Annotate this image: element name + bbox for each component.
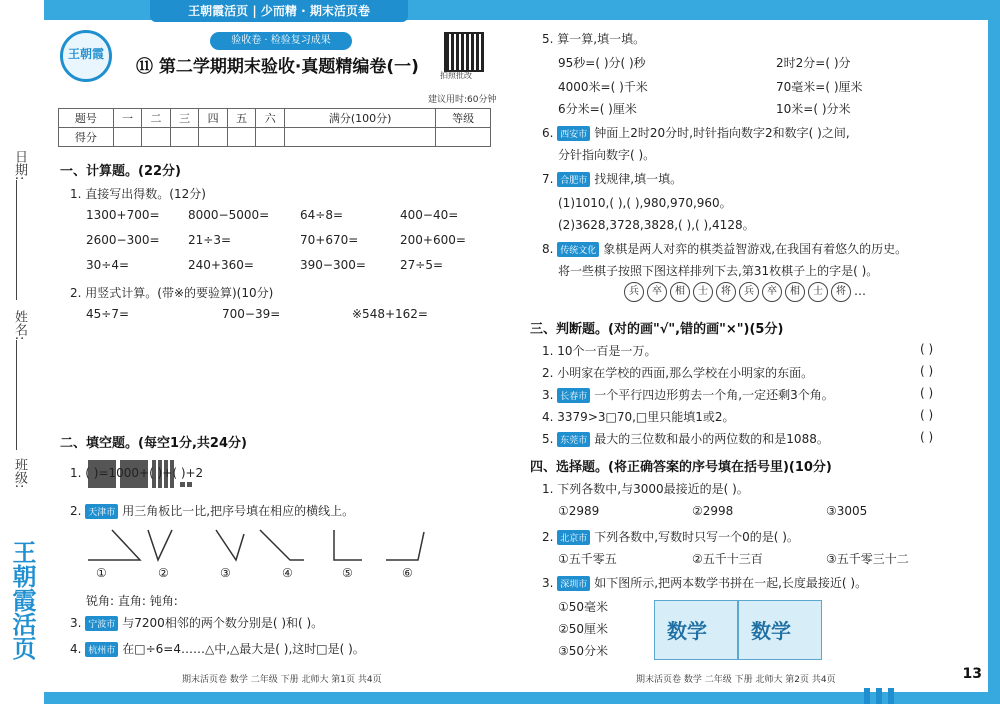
calc-item: 21÷3= (188, 233, 232, 247)
calc-item: 8000−5000= (188, 208, 270, 222)
math-book-icon (738, 600, 822, 660)
name-line (16, 340, 17, 450)
score-table-score-row (59, 128, 491, 147)
s2-q3: 3. 宁波市 与7200相邻的两个数分别是( )和( )。 (70, 616, 324, 630)
s2-q4: 4. 杭州市 在□÷6=4……△中,△最大是( ),这时□是( )。 (70, 642, 365, 656)
vertical-calc-item: 45÷7= (86, 307, 130, 321)
choice-option[interactable]: ②五千十三百 (692, 552, 763, 566)
chess-piece: 兵 (624, 282, 644, 302)
unit-conversion[interactable]: 70毫米=( )厘米 (776, 80, 863, 94)
choice-q1: 1. 下列各数中,与3000最接近的是( )。 (542, 482, 749, 496)
brand-vertical-logo: 王朝霞活页 (8, 540, 37, 660)
score-input-cell[interactable] (256, 128, 285, 147)
region-tag: 西安市 (557, 126, 590, 141)
q6-line2: 分针指向数字( )。 (558, 148, 656, 162)
judge-answer-paren[interactable]: ( ) (920, 364, 934, 378)
math-book-icon (654, 600, 738, 660)
score-input-cell[interactable] (142, 128, 171, 147)
section-3-title: 三、判断题。(对的画"√",错的画"×")(5分) (530, 322, 784, 337)
angles-figure (86, 524, 426, 568)
chess-piece: 相 (670, 282, 690, 302)
region-tag: 天津市 (85, 504, 118, 519)
choice-option[interactable]: ③50分米 (558, 644, 609, 658)
score-cell: 二 (142, 109, 171, 128)
region-tag: 长春市 (557, 388, 590, 403)
q8-line1: 8. 传统文化 象棋是两人对弈的棋类益智游戏,在我国有着悠久的历史。 (542, 242, 908, 256)
calc-item: 240+360= (188, 258, 254, 272)
unit-conversion[interactable]: 4000米=( )千米 (558, 80, 648, 94)
calc-item: 70+670= (300, 233, 359, 247)
chess-piece: 将 (831, 282, 851, 302)
angle-number: ③ (220, 566, 231, 580)
choice-option[interactable]: ①五千零五 (558, 552, 617, 566)
score-input-cell[interactable] (436, 128, 491, 147)
choice-option[interactable]: ③3005 (826, 504, 868, 518)
choice-option[interactable]: ②2998 (692, 504, 734, 518)
top-banner: 王朝霞活页 | 少而精 · 期末活页卷 (150, 0, 408, 22)
score-cell: 满分(100分) (284, 109, 435, 128)
s1-q1: 1. 直接写出得数。(12分) (70, 187, 206, 201)
calc-item: 390−300= (300, 258, 366, 272)
score-table-header-row (59, 109, 491, 128)
score-input-cell[interactable] (284, 128, 435, 147)
judge-item: 3. 长春市 一个平行四边形剪去一个角,一定还剩3个角。 (542, 388, 834, 402)
unit-conversion[interactable]: 95秒=( )分( )秒 (558, 56, 646, 70)
region-tag: 合肥市 (557, 172, 590, 187)
s2-q2: 2. 天津市 用三角板比一比,把序号填在相应的横线上。 (70, 504, 355, 518)
region-tag: 传统文化 (557, 242, 599, 257)
chess-piece: 兵 (739, 282, 759, 302)
qr-label: 拍照批改 (440, 71, 472, 80)
book-title: 数学 (751, 619, 791, 643)
name-label: 姓名: (12, 310, 27, 341)
chess-piece: 将 (716, 282, 736, 302)
page-number: 13 (962, 666, 982, 682)
choice-option[interactable]: ①2989 (558, 504, 600, 518)
score-cell: 得分 (59, 128, 114, 147)
choice-option[interactable]: ③五千零三十二 (826, 552, 909, 566)
score-cell: 三 (170, 109, 199, 128)
calc-item: 30÷4= (86, 258, 130, 272)
score-cell: 四 (199, 109, 228, 128)
unit-conversion[interactable]: 10米=( )分米 (776, 102, 851, 116)
chess-piece: 士 (693, 282, 713, 302)
right-footer: 期末活页卷 数学 二年级 下册 北师大 第2页 共4页 (636, 675, 836, 685)
angle-number: ⑥ (402, 566, 413, 580)
s2-q1: 1. ( )=1000+( )+( )+2 (70, 466, 204, 480)
vertical-calc-item: ※548+162= (352, 307, 428, 321)
region-tag: 深圳市 (557, 576, 590, 591)
score-input-cell[interactable] (199, 128, 228, 147)
region-tag: 杭州市 (85, 642, 118, 657)
date-label: 日期: (12, 150, 27, 181)
score-cell: 一 (113, 109, 142, 128)
judge-answer-paren[interactable]: ( ) (920, 386, 934, 400)
angle-fill-line[interactable]: 锐角: 直角: 钝角: (86, 594, 178, 608)
sub-banner: 验收卷 · 检验复习成果 (210, 32, 352, 50)
score-input-cell[interactable] (170, 128, 199, 147)
judge-answer-paren[interactable]: ( ) (920, 430, 934, 444)
score-cell: 六 (256, 109, 285, 128)
chess-ellipsis: … (854, 284, 866, 298)
left-footer: 期末活页卷 数学 二年级 下册 北师大 第1页 共4页 (182, 675, 382, 685)
region-tag: 宁波市 (85, 616, 118, 631)
calc-item: 1300+700= (86, 208, 160, 222)
score-input-cell[interactable] (227, 128, 256, 147)
choice-q3: 3. 深圳市 如下图所示,把两本数学书拼在一起,长度最接近( )。 (542, 576, 868, 590)
q7: 7. 合肥市 找规律,填一填。 (542, 172, 683, 186)
region-tag: 东莞市 (557, 432, 590, 447)
judge-item: 4. 3379>3□70,□里只能填1或2。 (542, 410, 735, 424)
region-tag: 北京市 (557, 530, 590, 545)
chess-piece: 士 (808, 282, 828, 302)
choice-option[interactable]: ①50毫米 (558, 600, 609, 614)
class-label: 班级: (12, 458, 27, 489)
score-table (58, 108, 491, 147)
score-cell: 五 (227, 109, 256, 128)
calc-item: 64÷8= (300, 208, 344, 222)
q7-1[interactable]: (1)1010,( ),( ),980,970,960。 (558, 196, 732, 210)
book-title: 数学 (667, 619, 707, 643)
angle-number: ④ (282, 566, 293, 580)
angle-number: ② (158, 566, 169, 580)
calc-item: 27÷5= (400, 258, 444, 272)
score-cell: 等级 (436, 109, 491, 128)
q5: 5. 算一算,填一填。 (542, 32, 646, 46)
judge-item: 5. 东莞市 最大的三位数和最小的两位数的和是1088。 (542, 432, 829, 446)
angle-number: ⑤ (342, 566, 353, 580)
calc-item: 400−40= (400, 208, 459, 222)
vertical-calc-item: 700−39= (222, 307, 281, 321)
section-2-title: 二、填空题。(每空1分,共24分) (60, 436, 247, 451)
time-note: 建议用时:60分钟 (428, 95, 497, 105)
unit-conversion[interactable]: 6分米=( )厘米 (558, 102, 637, 116)
judge-item: 2. 小明家在学校的西面,那么学校在小明家的东面。 (542, 366, 814, 380)
choice-q2: 2. 北京市 下列各数中,写数时只写一个0的是( )。 (542, 530, 799, 544)
judge-answer-paren[interactable]: ( ) (920, 342, 934, 356)
s1-q2: 2. 用竖式计算。(带※的要验算)(10分) (70, 286, 274, 300)
score-input-cell[interactable] (113, 128, 142, 147)
date-line (16, 180, 17, 300)
judge-item: 1. 10个一百是一万。 (542, 344, 657, 358)
decorative-bars (862, 688, 922, 704)
calc-item: 2600−300= (86, 233, 160, 247)
q7-2[interactable]: (2)3628,3728,3828,( ),( ),4128。 (558, 218, 755, 232)
math-books-figure (654, 600, 824, 658)
judge-answer-paren[interactable]: ( ) (920, 408, 934, 422)
unit-conversion[interactable]: 2时2分=( )分 (776, 56, 851, 70)
chess-piece: 卒 (647, 282, 667, 302)
q6-line1: 6. 西安市 钟面上2时20分时,时针指向数字2和数字( )之间, (542, 126, 850, 140)
choice-option[interactable]: ②50厘米 (558, 622, 609, 636)
section-4-title: 四、选择题。(将正确答案的序号填在括号里)(10分) (530, 460, 832, 475)
calc-item: 200+600= (400, 233, 466, 247)
qr-code-icon (444, 32, 484, 72)
chess-piece: 卒 (762, 282, 782, 302)
q8-line2: 将一些棋子按照下图这样排列下去,第31枚棋子上的字是( )。 (558, 264, 879, 278)
brand-logo: 王朝霞 (60, 30, 112, 82)
chess-piece: 相 (785, 282, 805, 302)
section-1-title: 一、计算题。(22分) (60, 164, 181, 179)
score-cell: 题号 (59, 109, 114, 128)
page-title: ⑪ 第二学期期末验收·真题精编卷(一) (136, 57, 419, 77)
angle-number: ① (96, 566, 107, 580)
